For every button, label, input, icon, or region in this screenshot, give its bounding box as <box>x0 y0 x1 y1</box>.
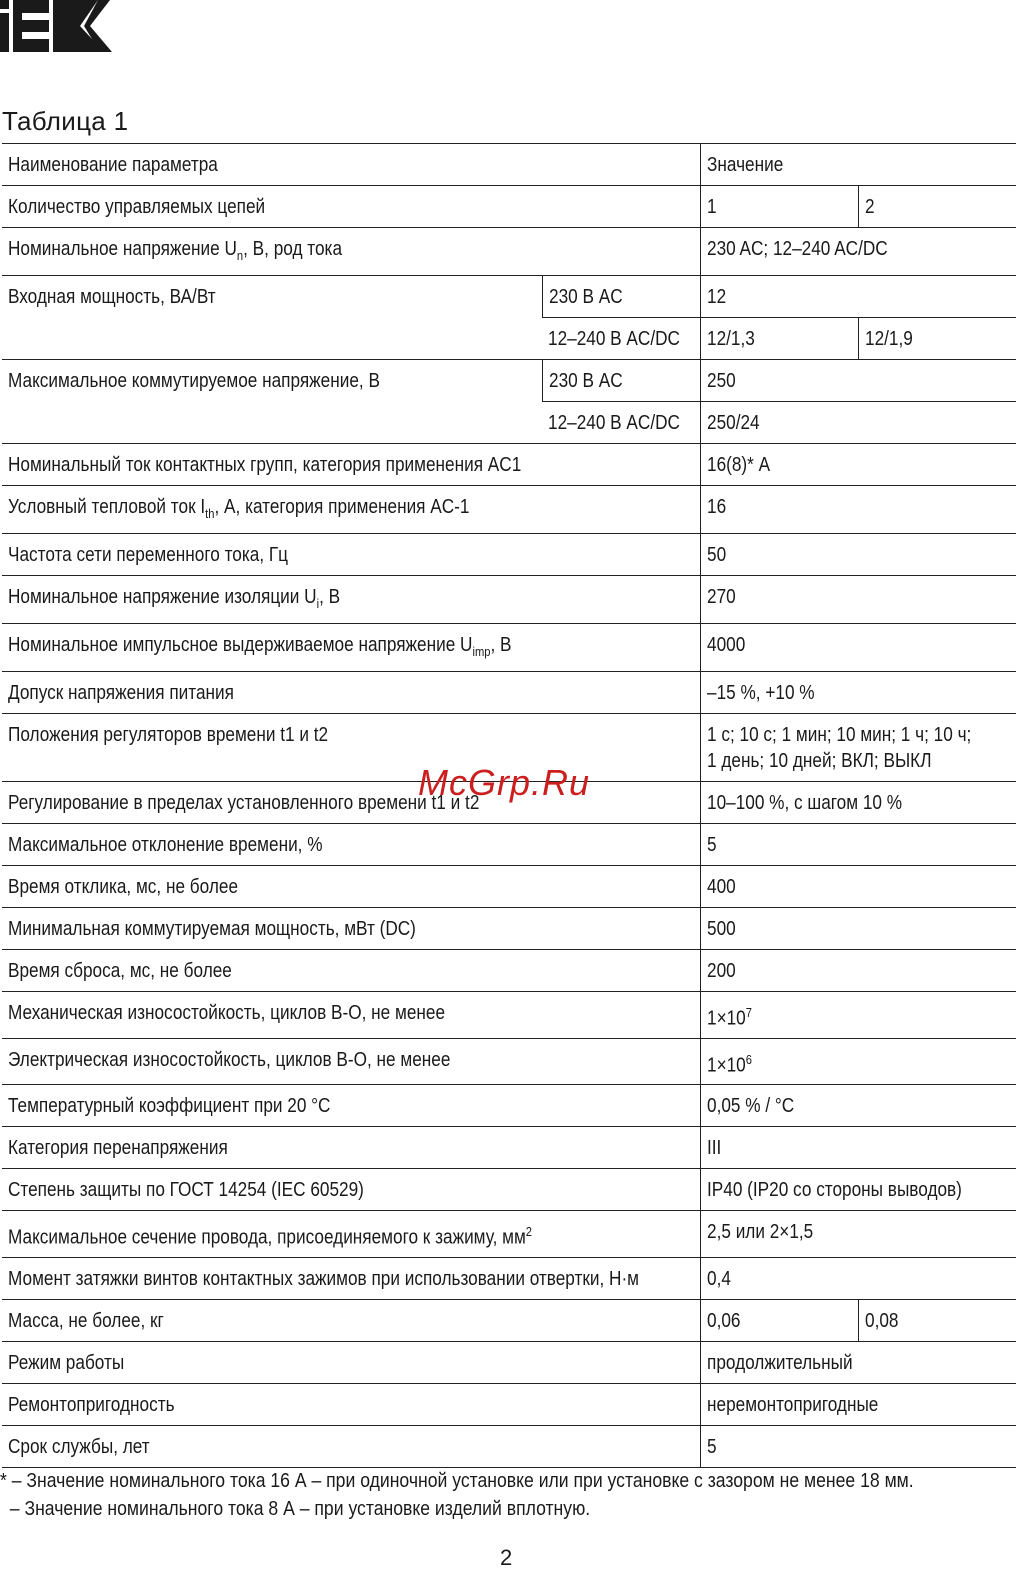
table-row <box>2 1169 1016 1211</box>
page-number: 2 <box>500 1545 513 1570</box>
row-value: неремонтопригодные <box>706 1393 878 1416</box>
row-sublabel: 12–240 В AC/DC <box>548 328 680 350</box>
footnote <box>0 1467 1032 1523</box>
row-label: Положения регуляторов времени t1 и t2 <box>8 724 329 746</box>
table-row <box>2 992 1016 1039</box>
row-value: IP40 (IP20 со стороны выводов) <box>706 1179 962 1202</box>
table-row <box>2 1299 1016 1341</box>
row-label: Номинальное напряжение изоляции $U_i$, В <box>8 586 341 611</box>
row-value: 2 <box>864 196 875 218</box>
footnote-line: * – Значение номинального тока 16 А – при одиночной установке или при установке с зазором не менее 18 мм. <box>0 1470 914 1492</box>
row-label: Условный тепловой ток $I_{th}$, А, категория применения AC-1 <box>8 496 470 521</box>
table-row <box>2 276 1016 318</box>
row-value: 0,08 <box>864 1309 899 1332</box>
row-label: Допуск напряжения питания <box>8 682 234 704</box>
table-row <box>2 824 1016 866</box>
table-row <box>2 228 1016 276</box>
table-caption: Таблица 1 <box>2 106 129 136</box>
row-label: Момент затяжки винтов контактных зажимов при использовании отвертки, Н·м <box>8 1267 640 1290</box>
row-label: Максимальное сечение провода, присоединяемого к зажиму, $мм^2$ <box>8 1224 533 1249</box>
table-row <box>2 866 1016 908</box>
table-row <box>2 950 1016 992</box>
table-row <box>2 624 1016 672</box>
table-row <box>2 1257 1016 1299</box>
watermark: McGrp.Ru <box>418 762 591 803</box>
row-value: 250 <box>706 370 736 392</box>
row-value-line2: 1 день; 10 дней; ВКЛ; ВЫКЛ <box>706 750 932 772</box>
row-label: Номинальное напряжение $U_n$, В, род тока <box>8 238 343 263</box>
row-label: Ремонтопригодность <box>8 1393 175 1416</box>
row-label: Механическая износостойкость, циклов В-О, не менее <box>8 1002 446 1024</box>
row-label: Входная мощность, ВА/Вт <box>8 286 216 308</box>
table-row <box>2 1383 1016 1425</box>
row-label: Количество управляемых цепей <box>8 196 266 218</box>
row-value: 0,05 % / °С <box>706 1095 794 1118</box>
row-label: Режим работы <box>8 1351 125 1374</box>
row-value: 0,4 <box>706 1267 731 1290</box>
row-label: Регулирование в пределах установленного времени t1 и t2 <box>8 792 480 814</box>
row-label: Частота сети переменного тока, Гц <box>8 544 289 566</box>
row-value: 5 <box>706 834 717 856</box>
row-value: 270 <box>706 586 736 608</box>
row-label: Время отклика, мс, не более <box>8 876 239 898</box>
table-row <box>2 576 1016 624</box>
row-value: 12/1,9 <box>864 328 913 350</box>
table-row <box>2 486 1016 534</box>
row-value-line1: 1 с; 10 с; 1 мин; 10 мин; 1 ч; 10 ч; <box>706 724 971 746</box>
row-label: Максимальное коммутируемое напряжение, В <box>8 370 380 392</box>
row-sublabel: 230 В AC <box>548 286 623 308</box>
table-row <box>2 908 1016 950</box>
table-row <box>2 1038 1016 1085</box>
row-label: Время сброса, мс, не более <box>8 960 232 982</box>
table-row <box>2 1425 1016 1467</box>
table-row <box>2 1211 1016 1258</box>
row-sublabel: 12–240 В AC/DC <box>548 412 680 434</box>
row-label: Номинальное импульсное выдерживаемое напряжение $U_{imp}$, В <box>8 634 512 659</box>
row-value: 230 AC; 12–240 AC/DC <box>706 238 888 260</box>
row-value: 400 <box>706 876 736 898</box>
row-value: 200 <box>706 960 736 982</box>
row-value: 1 <box>706 196 717 218</box>
row-value: 12/1,3 <box>706 328 755 350</box>
spec-table <box>2 143 1016 1468</box>
row-label: Категория перенапряжения <box>8 1137 228 1160</box>
row-label: Масса, не более, кг <box>8 1309 164 1332</box>
row-value: 2,5 или 2×1,5 <box>706 1221 813 1244</box>
row-value: III <box>706 1137 721 1160</box>
row-value: 500 <box>706 918 736 940</box>
row-value: продолжительный <box>706 1351 853 1374</box>
row-sublabel: 230 В AC <box>548 370 623 392</box>
table-row <box>2 672 1016 714</box>
row-value: 16(8)* А <box>706 454 770 476</box>
row-label: Электрическая износостойкость, циклов В-О, не менее <box>8 1048 451 1071</box>
table-header-row <box>2 144 1016 186</box>
header-value: Значение <box>706 154 783 176</box>
row-label: Максимальное отклонение времени, % <box>8 834 323 856</box>
row-value: 12 <box>706 286 726 308</box>
row-value: $1\times 10^6$ <box>706 1051 752 1077</box>
iek-logo <box>0 0 115 54</box>
row-label: Номинальный ток контактных групп, категория применения AC1 <box>8 454 522 476</box>
row-value: 50 <box>706 544 726 566</box>
footnote-line: – Значение номинального тока 8 А – при установке изделий вплотную. <box>0 1498 591 1520</box>
header-param: Наименование параметра <box>8 154 218 176</box>
table-row <box>2 1341 1016 1383</box>
table-row <box>2 444 1016 486</box>
table-row <box>2 534 1016 576</box>
table-row <box>2 1127 1016 1169</box>
row-label: Температурный коэффициент при 20 °С <box>8 1095 331 1118</box>
row-label: Степень защиты по ГОСТ 14254 (IEC 60529) <box>8 1179 364 1202</box>
row-label: Срок службы, лет <box>8 1435 150 1458</box>
row-label: Минимальная коммутируемая мощность, мВт (DC) <box>8 918 416 940</box>
table-row <box>2 1085 1016 1127</box>
row-value: 0,06 <box>706 1309 741 1332</box>
row-value: –15 %, +10 % <box>706 682 815 704</box>
table-row <box>2 186 1016 228</box>
row-value: 250/24 <box>706 412 760 434</box>
row-value: 4000 <box>706 634 745 656</box>
row-value: 16 <box>706 496 726 518</box>
table-row <box>2 360 1016 402</box>
row-value: $1\times 10^7$ <box>706 1005 752 1030</box>
row-value: 10–100 %, с шагом 10 % <box>706 792 902 814</box>
row-value: 5 <box>706 1435 717 1458</box>
